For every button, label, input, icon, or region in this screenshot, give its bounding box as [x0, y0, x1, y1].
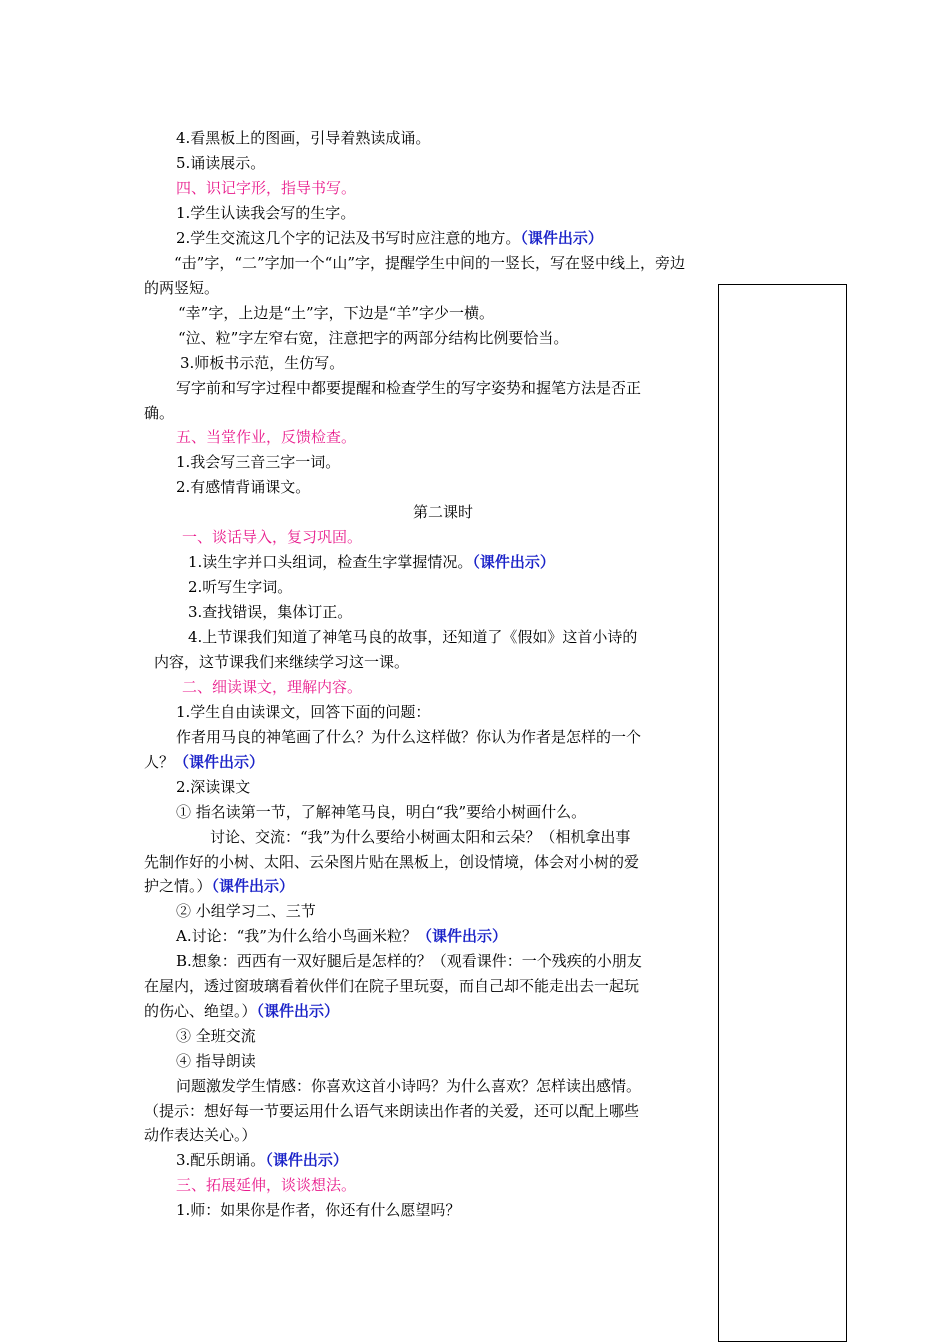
text-line: 1.学生认读我会写的生字。 [176, 204, 356, 222]
text-line: 确。 [144, 404, 175, 422]
text-line: ③ 全班交流 [176, 1027, 256, 1045]
text-line: 人？（课件出示） [144, 753, 265, 771]
text-line: 写字前和写字过程中都要提醒和检查学生的写字姿势和握笔方法是否正 [176, 379, 642, 397]
text-line: ① 指名读第一节，了解神笔马良，明白“我”要给小树画什么。 [176, 803, 587, 821]
section-heading: 五、当堂作业，反馈检查。 [176, 428, 357, 446]
text-line: 2.听写生字词。 [188, 578, 293, 596]
text-line: 护之情。）（课件出示） [144, 877, 295, 895]
section-heading: 一、谈话导入，复习巩固。 [182, 528, 363, 546]
text-line: 1.师：如果你是作者，你还有什么愿望吗？ [176, 1201, 461, 1219]
text-line: 1.我会写三音三字一词。 [176, 453, 341, 471]
courseware-tag: （课件出示） [174, 753, 265, 771]
side-notes-box [718, 284, 847, 1342]
text-line: 3.配乐朗诵。（课件出示） [176, 1151, 348, 1169]
courseware-tag: （课件出示） [520, 229, 603, 247]
text-line: ② 小组学习二、三节 [176, 902, 316, 920]
text-line: B.想象：西西有一双好腿后是怎样的？（观看课件：一个残疾的小朋友 [176, 952, 642, 970]
section-heading: 四、识记字形，指导书写。 [176, 179, 357, 197]
courseware-tag: （课件出示） [416, 927, 507, 945]
courseware-tag: （课件出示） [256, 1002, 340, 1020]
text-line: ④ 指导朗读 [176, 1052, 256, 1070]
text-line: “击”字，“二”字加一个“山”字，提醒学生中间的一竖长，写在竖中线上，旁边 [174, 254, 686, 272]
text-line: 2.深读课文 [176, 778, 251, 796]
text-line: （提示：想好每一节要运用什么语气来朗读出作者的关爱，还可以配上哪些 [144, 1102, 640, 1120]
text-line: 的两竖短。 [144, 279, 220, 297]
text-line: “幸”字，上边是“土”字，下边是“羊”字少一横。 [178, 304, 495, 322]
section-heading: 二、细读课文，理解内容。 [182, 678, 363, 696]
text-line: 先制作好的小树、太阳、云朵图片贴在黑板上，创设情境，体会对小树的爱 [144, 853, 640, 871]
text-line: 动作表达关心。） [144, 1126, 257, 1144]
text-line: 内容，这节课我们来继续学习这一课。 [154, 653, 410, 671]
text-line: 5.诵读展示。 [176, 154, 266, 172]
section-heading: 三、拓展延伸，谈谈想法。 [176, 1176, 357, 1194]
lesson-period-title: 第二课时 [413, 503, 474, 521]
text-line: “泣、粒”字左窄右宽，注意把字的两部分结构比例要恰当。 [178, 329, 569, 347]
text-line: 2.有感情背诵课文。 [176, 478, 311, 496]
text-line: 作者用马良的神笔画了什么？为什么这样做？你认为作者是怎样的一个 [176, 728, 642, 746]
text-line: 3.师板书示范，生仿写。 [180, 354, 345, 372]
text-line: 的伤心、绝望。）（课件出示） [144, 1002, 340, 1020]
courseware-tag: （课件出示） [472, 553, 555, 571]
courseware-tag: （课件出示） [265, 1151, 348, 1169]
text-line: 3.查找错误，集体订正。 [188, 603, 353, 621]
text-line: 4.上节课我们知道了神笔马良的故事，还知道了《假如》这首小诗的 [188, 628, 638, 646]
text-line: 问题激发学生情感：你喜欢这首小诗吗？为什么喜欢？怎样读出感情。 [176, 1077, 642, 1095]
text-line: A.讨论：“我”为什么给小鸟画米粒？（课件出示） [176, 927, 507, 945]
text-line: 在屋内，透过窗玻璃看着伙伴们在院子里玩耍，而自己却不能走出去一起玩 [144, 977, 640, 995]
courseware-tag: （课件出示） [211, 877, 295, 895]
text-line: 1.学生自由读课文，回答下面的问题： [176, 703, 431, 721]
text-line: 讨论、交流：“我”为什么要给小树画太阳和云朵？（相机拿出事 [210, 828, 631, 846]
text-line: 1.读生字并口头组词，检查生字掌握情况。（课件出示） [188, 553, 555, 571]
text-line: 4.看黑板上的图画，引导着熟读成诵。 [176, 129, 431, 147]
text-line: 2.学生交流这几个字的记法及书写时应注意的地方。（课件出示） [176, 229, 603, 247]
